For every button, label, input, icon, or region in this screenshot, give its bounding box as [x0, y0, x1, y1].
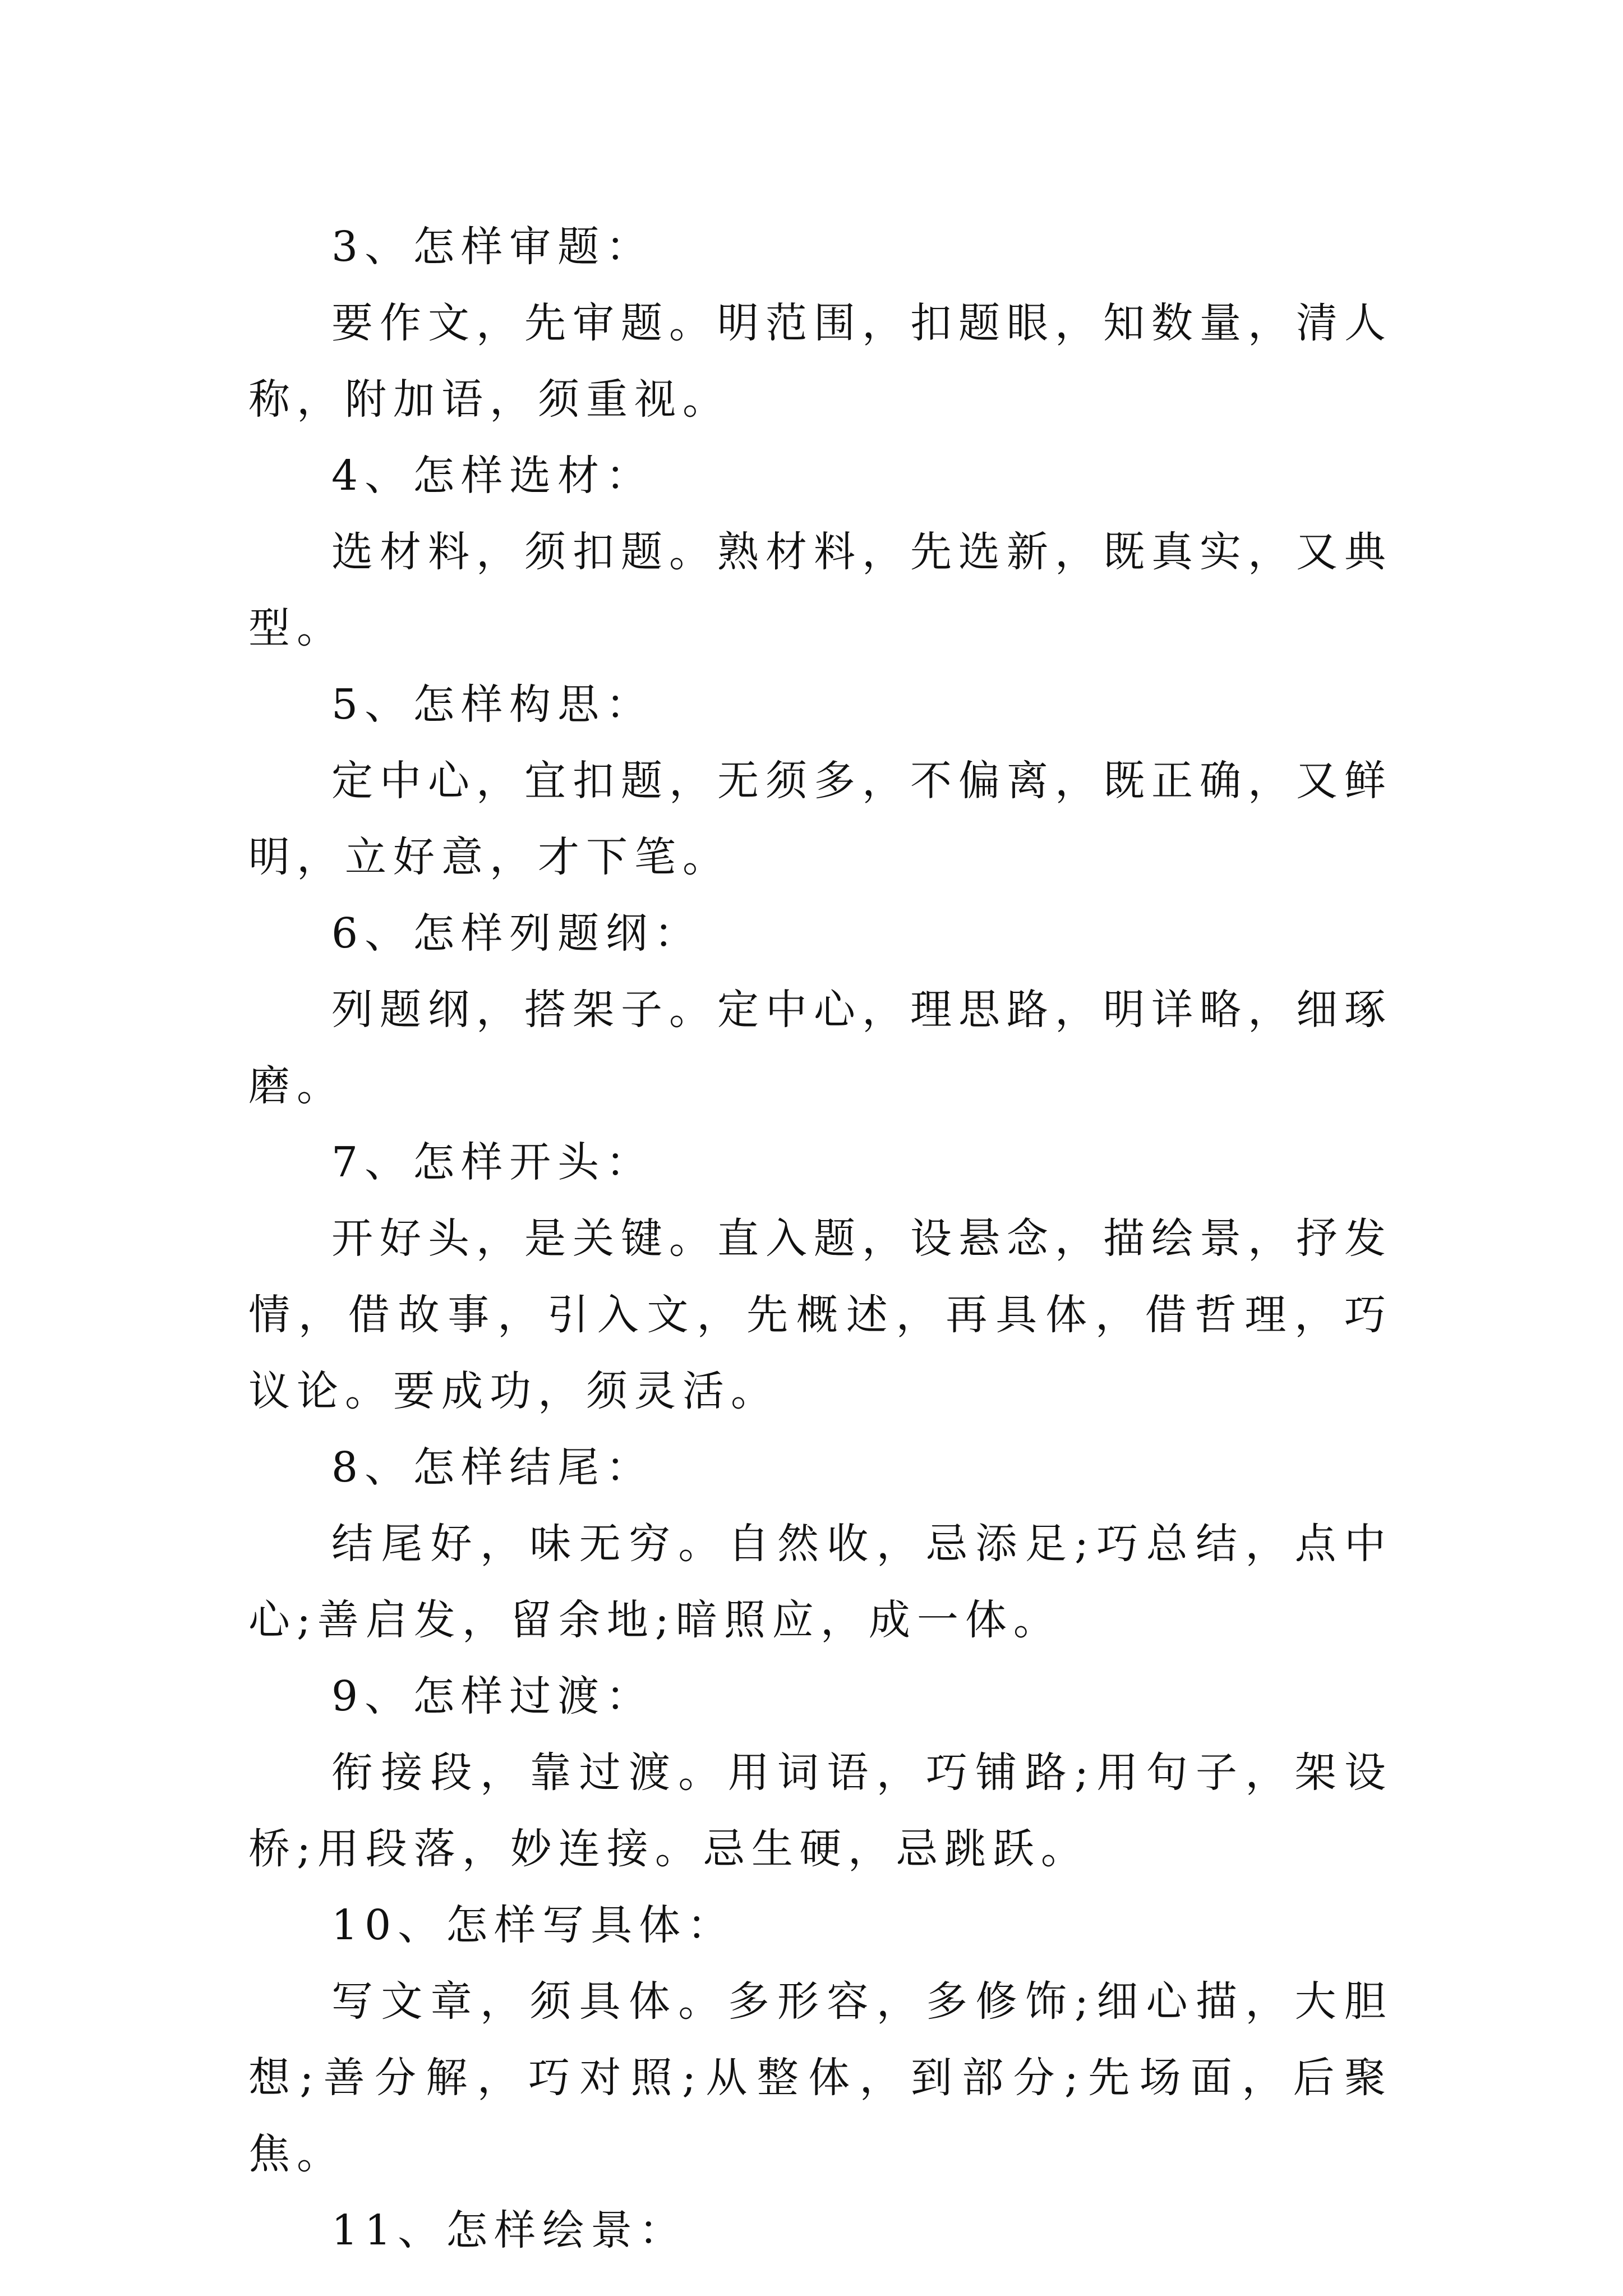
section-heading: 10、怎样写具体：: [331, 1901, 736, 1949]
section-body: 要作文，先审题。明范围，扣题眼，知数量，清人称，附加语，须重视。: [248, 299, 1393, 424]
section-7: [248, 1124, 1393, 1429]
section-8: [248, 1429, 1393, 1658]
section-heading: 3、怎样审题：: [331, 223, 654, 271]
section-body: 定中心，宜扣题，无须多，不偏离，既正确，又鲜明，立好意，才下笔。: [248, 757, 1393, 881]
document-content: [248, 209, 1393, 2269]
section-10: [248, 1887, 1393, 2192]
section-heading: 8、怎样结尾：: [331, 1443, 654, 1492]
section-heading: 6、怎样列题纲：: [331, 909, 703, 958]
section-heading: 5、怎样构思：: [331, 680, 654, 729]
section-body: 衔接段，靠过渡。用词语，巧铺路;用句子，架设桥;用段落，妙连接。忌生硬，忌跳跃。: [248, 1749, 1393, 1873]
section-9: [248, 1658, 1393, 1887]
section-body: 选材料，须扣题。熟材料，先选新，既真实，又典型。: [248, 528, 1393, 652]
section-3: [248, 209, 1393, 438]
section-body: 开好头，是关键。直入题，设悬念，描绘景，抒发情，借故事，引入文，先概述，再具体，借哲理，巧议论。要成功，须灵活。: [248, 1214, 1393, 1415]
section-6: [248, 895, 1393, 1124]
section-heading: 4、怎样选材：: [331, 452, 654, 500]
section-heading: 9、怎样过渡：: [331, 1672, 654, 1720]
section-body: 结尾好，味无穷。自然收，忌添足;巧总结，点中心;善启发，留余地;暗照应，成一体。: [248, 1520, 1393, 1644]
section-4: [248, 438, 1393, 666]
section-11: [248, 2192, 1393, 2269]
section-body: 写文章，须具体。多形容，多修饰;细心描，大胆想;善分解，巧对照;从整体，到部分;先场面，后聚焦。: [248, 1977, 1393, 2178]
section-heading: 11、怎样绘景：: [331, 2206, 688, 2254]
section-heading: 7、怎样开头：: [331, 1138, 654, 1186]
section-5: [248, 666, 1393, 895]
section-body: 列题纲，搭架子。定中心，理思路，明详略，细琢磨。: [248, 986, 1393, 1110]
